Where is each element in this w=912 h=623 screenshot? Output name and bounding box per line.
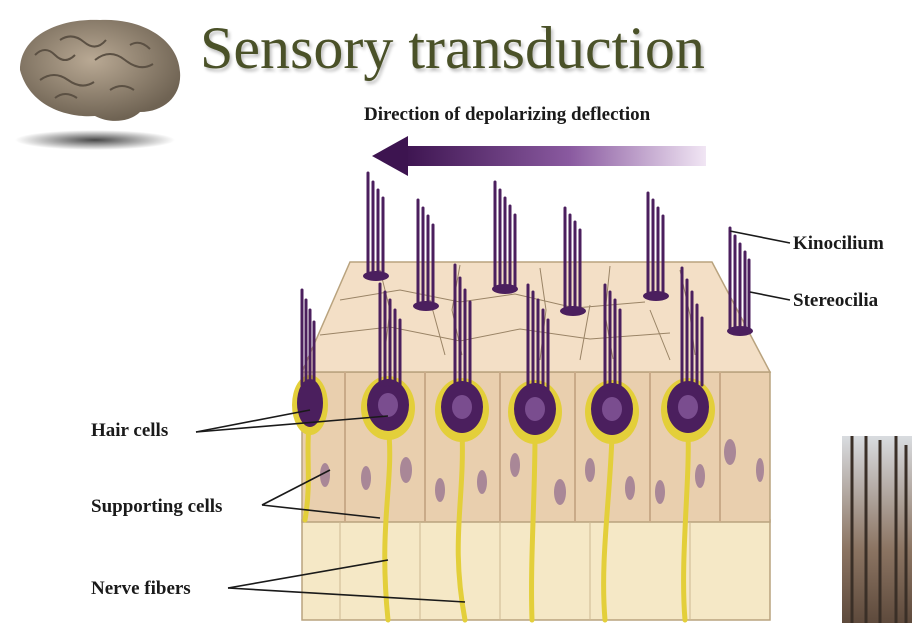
forest-photo: [842, 436, 912, 623]
hair-cell: [661, 378, 715, 442]
arrow-caption: Direction of depolarizing deflection: [364, 104, 651, 125]
hair-cell: [361, 376, 415, 440]
hair-cell: [508, 380, 562, 444]
hair-cell: [435, 378, 489, 442]
hair-cell: [585, 380, 639, 444]
slide-title: Sensory transduction: [200, 15, 705, 81]
label-supporting-cells: Supporting cells: [91, 496, 223, 517]
label-nerve-fibers: Nerve fibers: [91, 578, 191, 599]
deflection-arrow: [372, 136, 706, 176]
label-stereocilia: Stereocilia: [793, 290, 879, 311]
brain-image: [15, 20, 180, 150]
label-kinocilium: Kinocilium: [793, 233, 884, 254]
label-hair-cells: Hair cells: [91, 420, 169, 441]
